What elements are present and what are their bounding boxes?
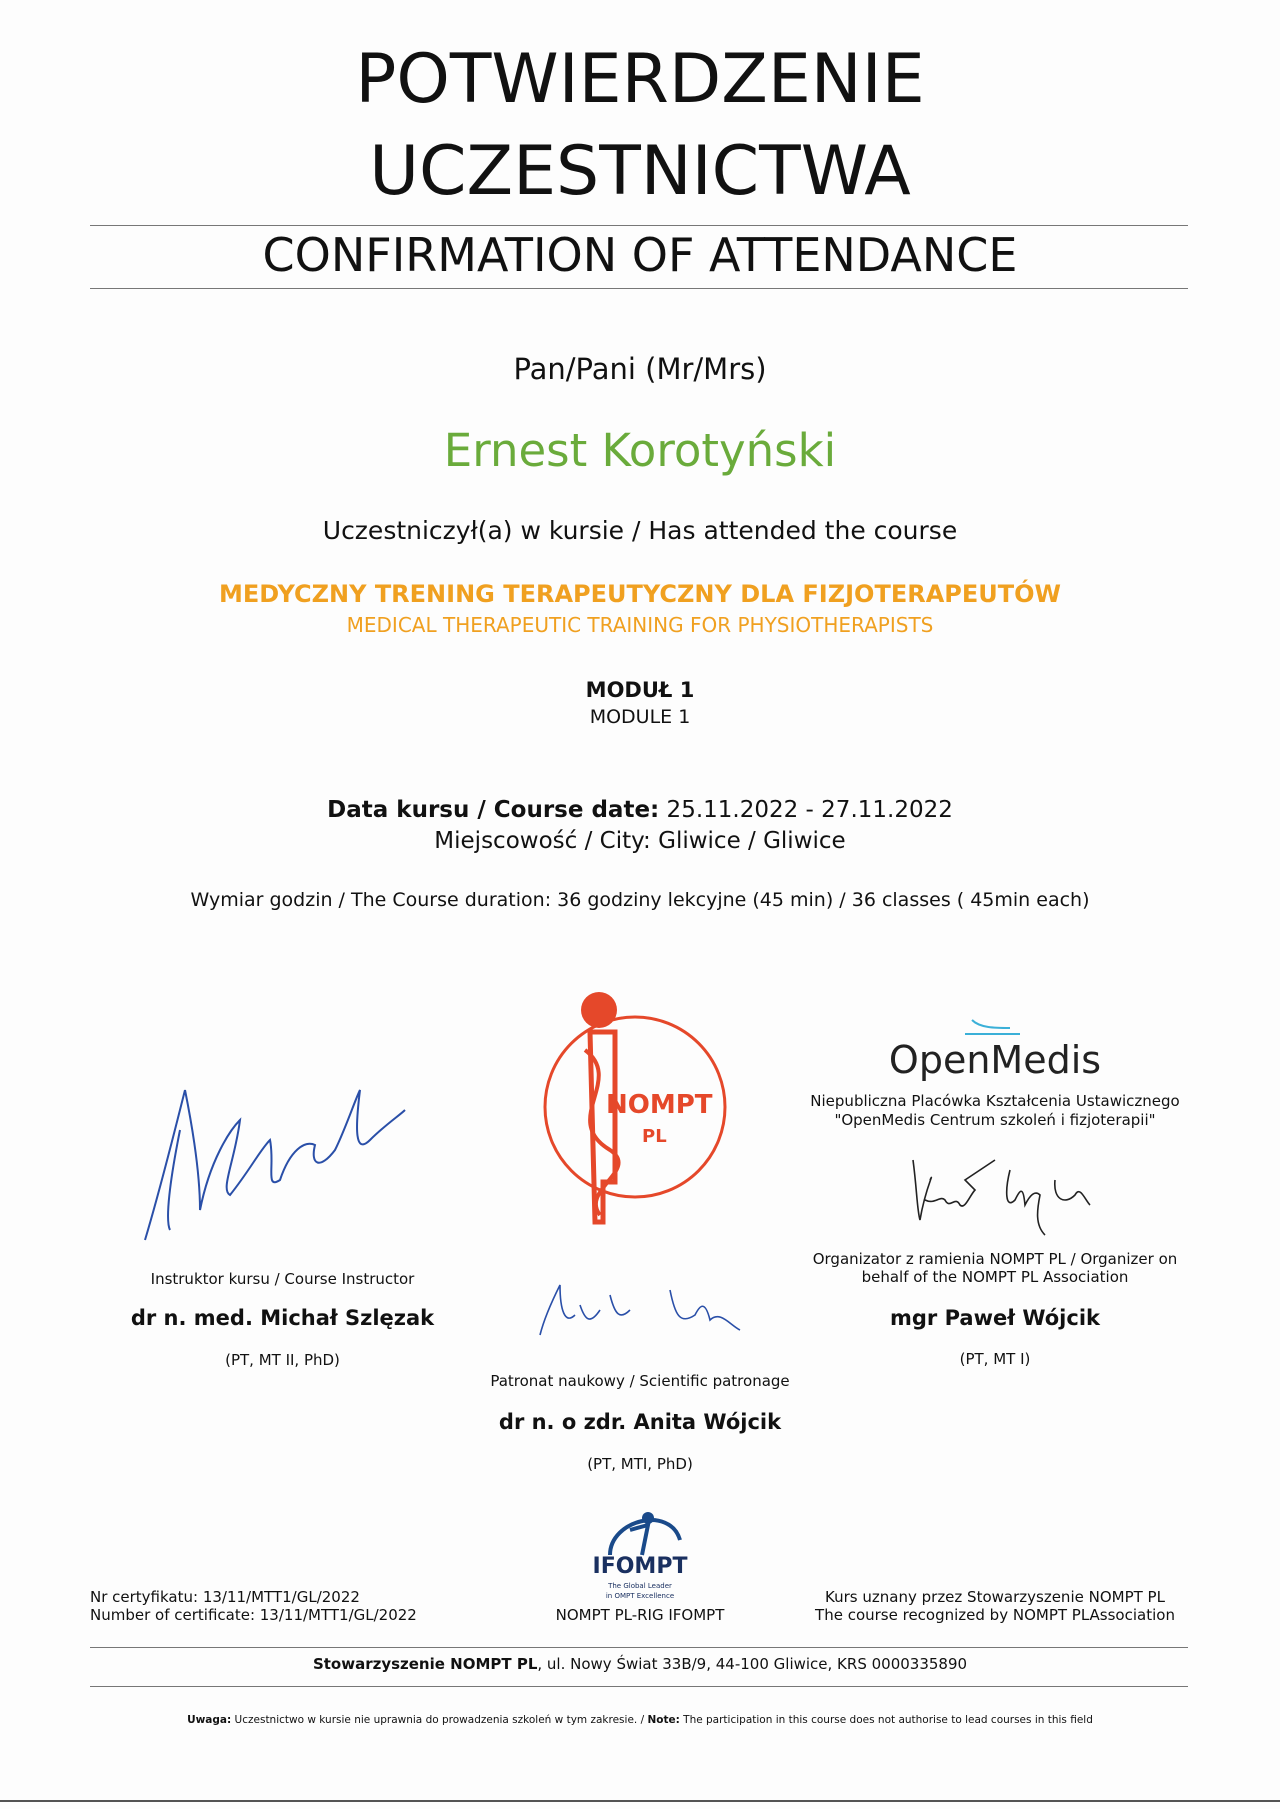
course-title-en: MEDICAL THERAPEUTIC TRAINING FOR PHYSIOTHERAPISTS <box>346 613 934 637</box>
instructor-signature <box>140 1070 410 1245</box>
title-line1: POTWIERDZENIE <box>355 40 925 119</box>
instructor-name: dr n. med. Michał Szlęzak <box>130 1306 435 1330</box>
organizer-role-line2: behalf of the NOMPT PL Association <box>861 1268 1129 1286</box>
organizer-signature <box>905 1150 1095 1240</box>
title-english: CONFIRMATION OF ATTENDANCE <box>262 228 1018 282</box>
duration: Wymiar godzin / The Course duration: 36 godziny lekcyjne (45 min) / 36 classes ( 45min each) <box>190 889 1090 911</box>
course-title-pl: MEDYCZNY TRENING TERAPEUTYCZNY DLA FIZJOTERAPEUTÓW <box>219 580 1061 608</box>
note-label: Note: <box>647 1714 680 1726</box>
certificate-number-pl: Nr certyfikatu: 13/11/MTT1/GL/2022 <box>90 1588 360 1606</box>
date-value: 25.11.2022 - 27.11.2022 <box>659 797 953 823</box>
salutation: Pan/Pani (Mr/Mrs) <box>513 352 767 386</box>
openmedis-line1: Niepubliczna Placówka Kształcenia Ustawicznego <box>810 1092 1180 1110</box>
footer-org: Stowarzyszenie NOMPT PL <box>312 1655 538 1673</box>
ifompt-logo <box>570 1500 710 1610</box>
nompt-logo-text: NOMPT <box>606 1090 713 1120</box>
openmedis-logo: OpenMedis <box>888 1038 1102 1082</box>
divider <box>90 288 1188 289</box>
recognition-en: The course recognized by NOMPT PLAssociation <box>815 1606 1175 1624</box>
instructor-titles: (PT, MT II, PhD) <box>225 1351 340 1369</box>
nompt-logo-sub: PL <box>642 1126 667 1147</box>
note-uwaga-text: Uczestnictwo w kursie nie uprawnia do prowadzenia szkoleń w tym zakresie. / <box>231 1714 648 1726</box>
patron-name: dr n. o zdr. Anita Wójcik <box>498 1410 782 1434</box>
patron-role: Patronat naukowy / Scientific patronage <box>490 1372 790 1390</box>
organizer-role-line1: Organizator z ramienia NOMPT PL / Organizer on <box>812 1250 1178 1268</box>
patron-titles: (PT, MTI, PhD) <box>587 1455 693 1473</box>
certificate-number-en: Number of certificate: 13/11/MTT1/GL/2022 <box>90 1606 417 1624</box>
attended-text: Uczestniczył(a) w kursie / Has attended the course <box>322 516 958 545</box>
organizer-titles: (PT, MT I) <box>959 1350 1031 1368</box>
ifompt-tagline-2: in OMPT Excellence <box>605 1592 675 1600</box>
scan-edge <box>0 1800 1280 1802</box>
footer-address <box>0 1655 1280 1673</box>
ifompt-logo-text: IFOMPT <box>592 1554 688 1579</box>
module-pl: MODUŁ 1 <box>585 678 695 702</box>
city: Miejscowość / City: Gliwice / Gliwice <box>434 828 846 854</box>
ifompt-caption: NOMPT PL-RIG IFOMPT <box>555 1606 725 1624</box>
participant-name: Ernest Korotyński <box>443 424 837 477</box>
divider <box>90 1686 1188 1687</box>
openmedis-line2: "OpenMedis Centrum szkoleń i fizjoterapii" <box>834 1111 1156 1129</box>
divider <box>90 225 1188 226</box>
note-text: The participation in this course does not authorise to lead courses in this field <box>679 1714 1093 1726</box>
organizer-name: mgr Paweł Wójcik <box>890 1306 1100 1330</box>
footer-address-text: , ul. Nowy Świat 33B/9, 44-100 Gliwice, KRS 0000335890 <box>537 1655 968 1673</box>
nompt-logo <box>540 990 730 1230</box>
ifompt-tagline-1: The Global Leader <box>608 1582 672 1590</box>
date-label: Data kursu / Course date: <box>327 797 660 823</box>
title-line2: UCZESTNICTWA <box>369 132 911 211</box>
patron-signature <box>530 1275 750 1345</box>
module-en: MODULE 1 <box>589 706 691 728</box>
openmedis-logo-swoosh <box>960 1018 1030 1038</box>
note <box>0 1714 1280 1726</box>
instructor-role: Instruktor kursu / Course Instructor <box>150 1270 415 1288</box>
note-uwaga-label: Uwaga: <box>187 1714 232 1726</box>
course-date <box>0 797 1280 823</box>
divider <box>90 1647 1188 1648</box>
recognition-pl: Kurs uznany przez Stowarzyszenie NOMPT PL <box>825 1588 1165 1606</box>
